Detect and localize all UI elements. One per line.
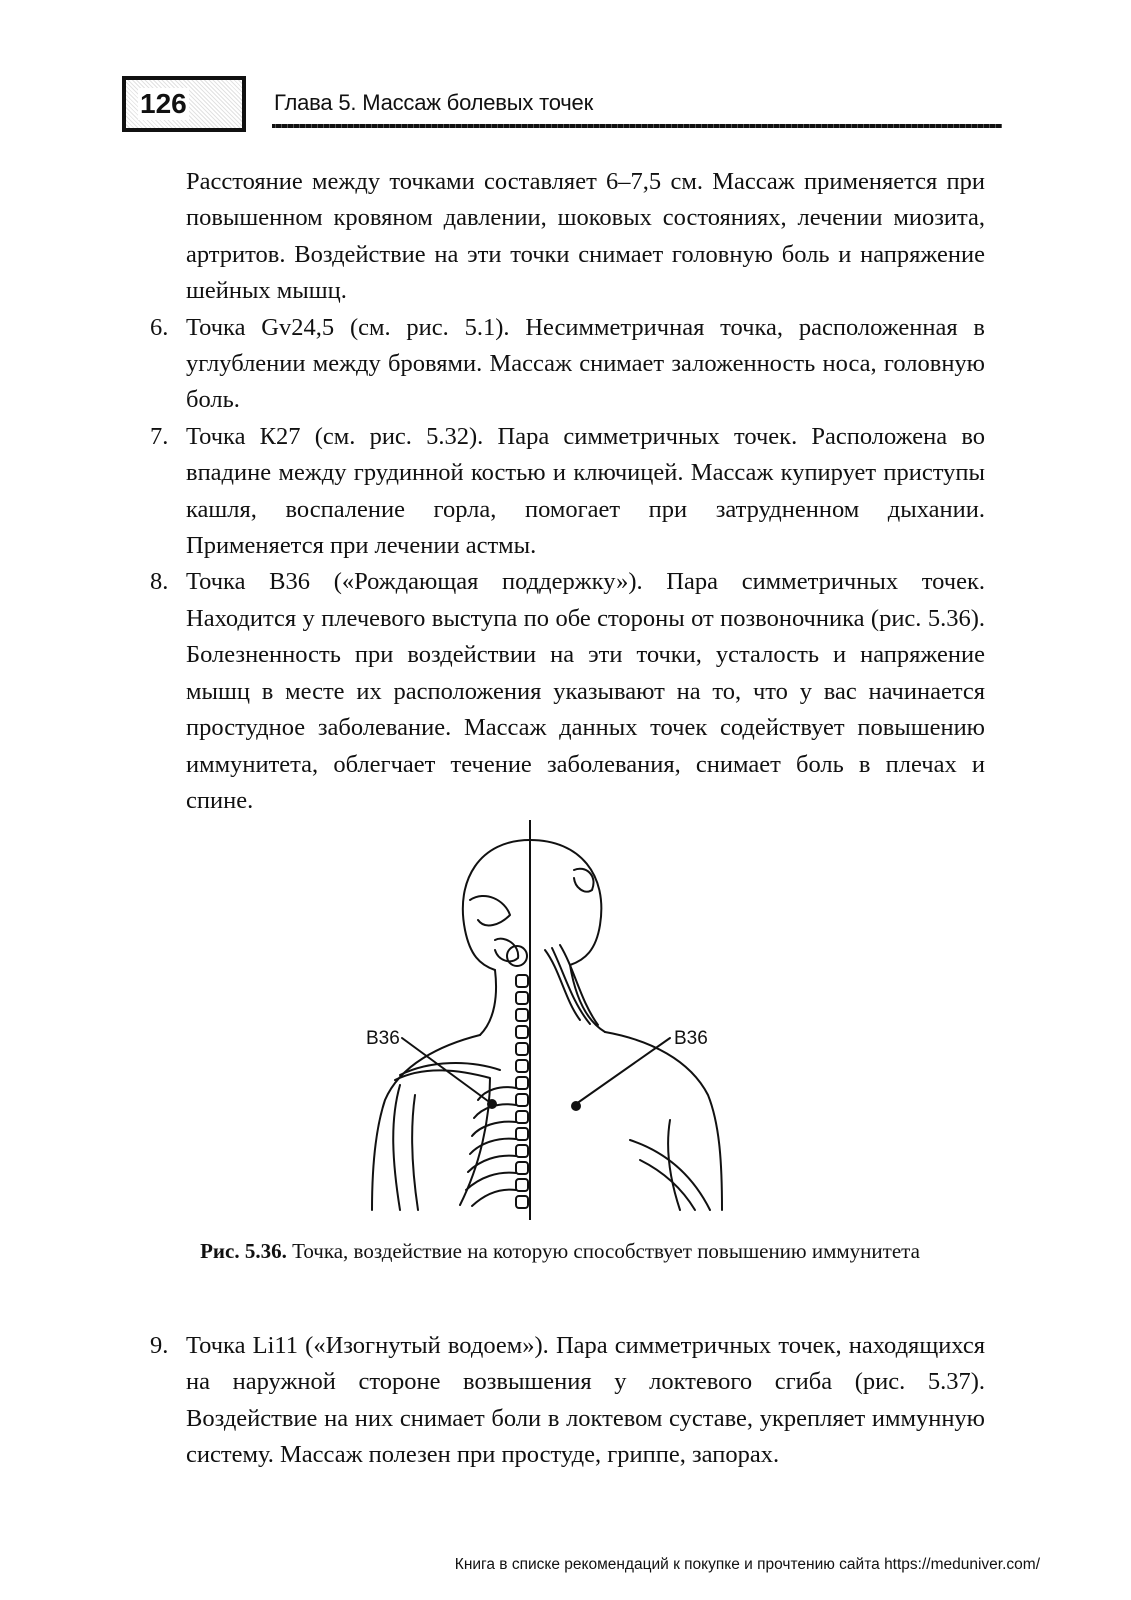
ear-detail — [574, 869, 594, 892]
item-number: 7. — [150, 422, 169, 450]
page-header — [122, 76, 1002, 138]
caption-text: Точка, воздействие на которую способствует повышению иммунитета — [292, 1239, 920, 1263]
arm-bone — [393, 1085, 400, 1210]
item-number: 6. — [150, 313, 169, 341]
neck-muscle — [552, 948, 590, 1024]
shoulder-right — [605, 1032, 722, 1210]
scapula — [395, 1070, 490, 1205]
text-block-top — [150, 164, 985, 819]
page-number: 126 — [140, 88, 187, 119]
list-item-6 — [150, 310, 985, 419]
arm-bone — [412, 1095, 418, 1210]
acupoint-b36-right — [572, 1102, 580, 1110]
item-text: Точка Gv24,5 (см. рис. 5.1). Несимметричная точка, расположенная в углублении между бровями. Массаж снимает заложенность носа, головную боль. — [186, 313, 985, 414]
item-text: Точка В36 («Рождающая поддержку»). Пара симметричных точек. Находится у плечевого выступа по обе стороны от позвоночника (рис. 5.36). Болезненность при воздействии на эти точки, усталость и напряжение мышц в месте их расположения указывают на то, что у вас начинается простудное заболевание. Массаж данных точек содействует повышению иммунитета, облегчает течение заболевания, снимает боль в плечах и спине. — [186, 568, 985, 814]
intro-paragraph: Расстояние между точками составляет 6–7,5 см. Массаж применяется при повышенном кровяном давлении, шоковых состояниях, лечении миозита, артритов. Воздействие на эти точки снимает головную боль и напряжение шейных мышц. — [186, 168, 985, 305]
skull-detail — [470, 896, 510, 925]
item-number: 8. — [150, 568, 169, 596]
acupoint-b36-left — [488, 1100, 496, 1108]
chapter-title: Глава 5. Массаж болевых точек — [274, 90, 594, 115]
label-b36-right: B36 — [674, 1028, 708, 1049]
head-left-outline — [463, 840, 530, 970]
shoulder-left — [372, 1035, 480, 1210]
list-item-8 — [150, 564, 985, 819]
head-right-outline — [530, 840, 601, 965]
caption-label: Рис. 5.36. — [200, 1239, 287, 1263]
footer-note: Книга в списке рекомендаций к покупке и прочтению сайта https://meduniver.com/ — [454, 1556, 1040, 1573]
spine — [516, 975, 528, 1208]
list-item-9 — [150, 1328, 985, 1474]
pointer-line-right — [576, 1038, 670, 1104]
label-b36-left: B36 — [366, 1028, 400, 1049]
neck-left — [480, 970, 496, 1035]
text-block-bottom — [150, 1328, 985, 1474]
pointer-line-left — [402, 1038, 492, 1104]
back-muscle — [640, 1160, 695, 1210]
neck-muscle — [560, 945, 598, 1025]
back-illustration — [330, 820, 740, 1220]
item-number: 9. — [150, 1332, 169, 1359]
figure-caption — [180, 1236, 940, 1267]
item-text: Точка Li11 («Изогнутый водоем»). Пара симметричных точек, находящихся на наружной стороне возвышения у локтевого сгиба (рис. 5.37). Воздействие на них снимает боли в локтевом суставе, укрепляет иммунную систему. Массаж полезен при простуде, гриппе, запорах. — [186, 1332, 985, 1469]
page-number-box — [122, 76, 246, 132]
header-rule — [272, 124, 1002, 128]
list-item-7 — [150, 419, 985, 565]
item-text: Точка К27 (см. рис. 5.32). Пара симметричных точек. Расположена во впадине между грудинной костью и ключицей. Массаж купирует приступы кашля, воспаление горла, помогает при затрудненном дыхании. Применяется при лечении астмы. — [186, 422, 985, 560]
